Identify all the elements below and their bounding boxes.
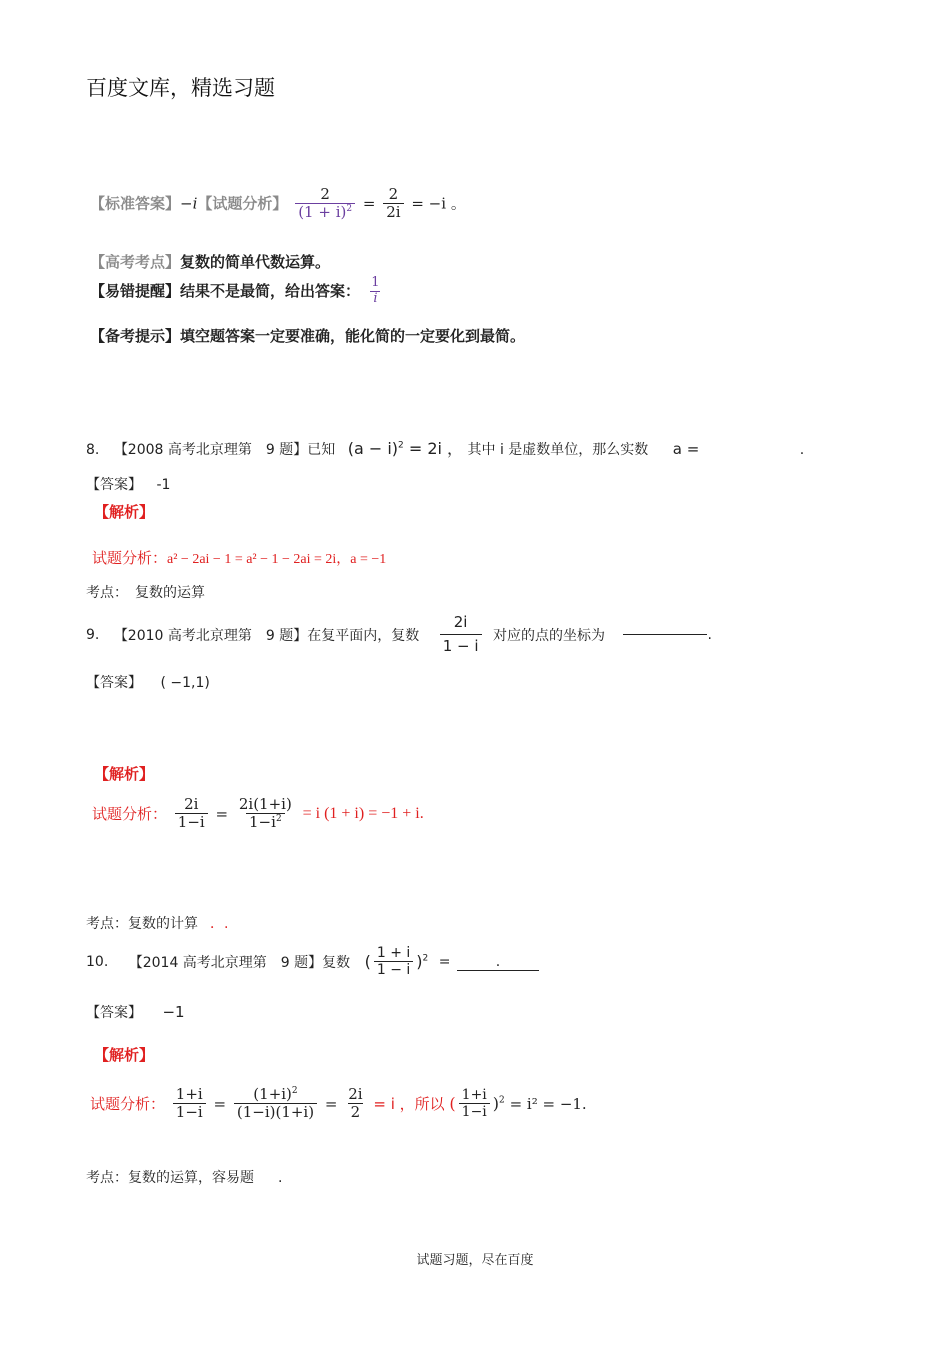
standard-answer-line: 【标准答案】−i【试题分析】 $\frac{2}{(1 + i)^2}$ = $\frac{2}{2i}$ = −i 。 [90, 185, 466, 222]
q10-knowledge-point: 考点：复数的运算，容易题 . [86, 1170, 283, 1186]
q8-analysis-label: 试题分析： [92, 549, 168, 567]
exam-point-text: 复数的简单代数运算。 [180, 253, 331, 271]
q10-analysis-tail: = i² = −1. [509, 1094, 587, 1113]
q9-knowledge-point: 考点：复数的计算 ．. [86, 916, 229, 932]
q8-end: . [799, 442, 805, 458]
q9-blank [623, 634, 707, 635]
q10-answer [86, 1002, 185, 1022]
q10-stem: 10. 【2014 高考北京理第 9 题】复数 ( $\frac{1 + i}{1 - i}$ )$^2$ = . [86, 945, 539, 978]
q10-analysis-mid: = i ，所以 [373, 1095, 445, 1114]
q9-analysis-fraction-1: $\frac{2i}{1-i}$ [175, 796, 208, 832]
q9-analysis: 试题分析： $\frac{2i}{1-i}$ = $\frac{2i(1+i)}{1-i^2}$ = i (1 + i) = −1 + i. [92, 795, 424, 832]
page-title: 百度文库，精选习题 [86, 76, 275, 100]
q8-number: 8. [86, 442, 100, 458]
error-fraction: $\frac{1}{i}$ [371, 275, 380, 306]
q8-analysis-tag: 【解析】 [94, 503, 155, 521]
q10-source: 【2014 高考北京理第 9 题】复数 [128, 954, 351, 971]
q10-analysis-fraction-3: $\frac{2i}{2}$ [348, 1085, 363, 1122]
q8-analysis [92, 547, 386, 568]
q9-number: 9. [86, 626, 100, 643]
q9-text: 对应的点的坐标为 [492, 627, 605, 644]
q9-answer [86, 672, 210, 692]
q10-answer-tag: 【答案】 [86, 1005, 142, 1021]
q9-analysis-tail: = i (1 + i) = −1 + i. [302, 804, 424, 822]
fraction-1: $\frac{2}{(1 + i)^2}$ [295, 186, 355, 222]
error-reminder-line [90, 276, 386, 307]
answer-value: −i [180, 194, 198, 213]
fraction-2: $\frac{2}{2i}$ [383, 186, 403, 222]
q8-source: 【2008 高考北京理第 9 题】已知 [113, 442, 336, 458]
q8-text: 其中 i 是虚数单位，那么实数 [467, 442, 649, 458]
q10-answer-value: −1 [162, 1003, 185, 1021]
analysis-tag: 【试题分析】 [197, 194, 288, 213]
page-footer: 试题习题，尽在百度 [416, 1253, 534, 1268]
q8-answer-value: -1 [156, 477, 171, 493]
error-tag: 【易错提醒】 [90, 281, 181, 300]
q10-analysis-tag: 【解析】 [94, 1046, 155, 1064]
q10-analysis-fraction-2: $\frac{(1+i)^2}{(1-i)(1+i)}$ [234, 1086, 317, 1122]
error-text: 结果不是最简，给出答案： [180, 281, 361, 300]
q9-analysis-fraction-2: $\frac{2i(1+i)}{1-i^2}$ [238, 795, 292, 832]
q9-stem [86, 614, 712, 656]
q10-analysis-fraction-1: $\frac{1+i}{1-i}$ [173, 1086, 206, 1122]
tip-text: 填空题答案一定要准确，能化简的一定要化到最简。 [180, 327, 526, 345]
q10-analysis-fraction-4: $\frac{1+i}{1-i}$ [459, 1087, 490, 1120]
q8-expression: $(a - i)^2 = 2i$ ， [347, 439, 464, 458]
q9-analysis-tag: 【解析】 [94, 765, 155, 783]
tip-line [90, 325, 525, 346]
q8-analysis-math: a² − 2ai − 1 = a² − 1 − 2ai = 2i，a = −1 [167, 552, 387, 567]
q9-analysis-label: 试题分析： [92, 805, 168, 824]
q10-fraction: $\frac{1 + i}{1 - i}$ [374, 945, 413, 978]
tip-tag: 【备考提示】 [90, 327, 181, 345]
q8-answer-tag: 【答案】 [86, 477, 142, 493]
q9-source: 【2010 高考北京理第 9 题】在复平面内，复数 [113, 627, 420, 644]
q10-blank: . [457, 954, 539, 971]
q8-answer [86, 474, 170, 494]
q8-variable: a = [672, 440, 700, 458]
answer-tag: 【标准答案】 [90, 194, 181, 213]
q9-answer-value: ( −1,1) [160, 675, 210, 691]
exam-point-tag: 【高考考点】 [90, 253, 181, 271]
q9-answer-tag: 【答案】 [86, 675, 142, 691]
q8-knowledge-point: 考点： 复数的运算 [86, 585, 205, 601]
q8-stem [86, 436, 804, 459]
exam-point-line [90, 251, 330, 272]
q10-analysis-label: 试题分析： [90, 1095, 166, 1114]
q10-analysis: 试题分析： $\frac{1+i}{1-i}$ = $\frac{(1+i)^2}{(1-i)(1+i)}$ = $\frac{2i}{2}$ = i ，所以 ( $\frac{1+i}{1-i}$ )$^2$ = i² = −1. [90, 1085, 587, 1122]
q9-end: . [707, 626, 712, 643]
q10-number: 10. [86, 953, 109, 970]
q9-fraction: $\frac{2i}{1 - i}$ [440, 614, 482, 656]
